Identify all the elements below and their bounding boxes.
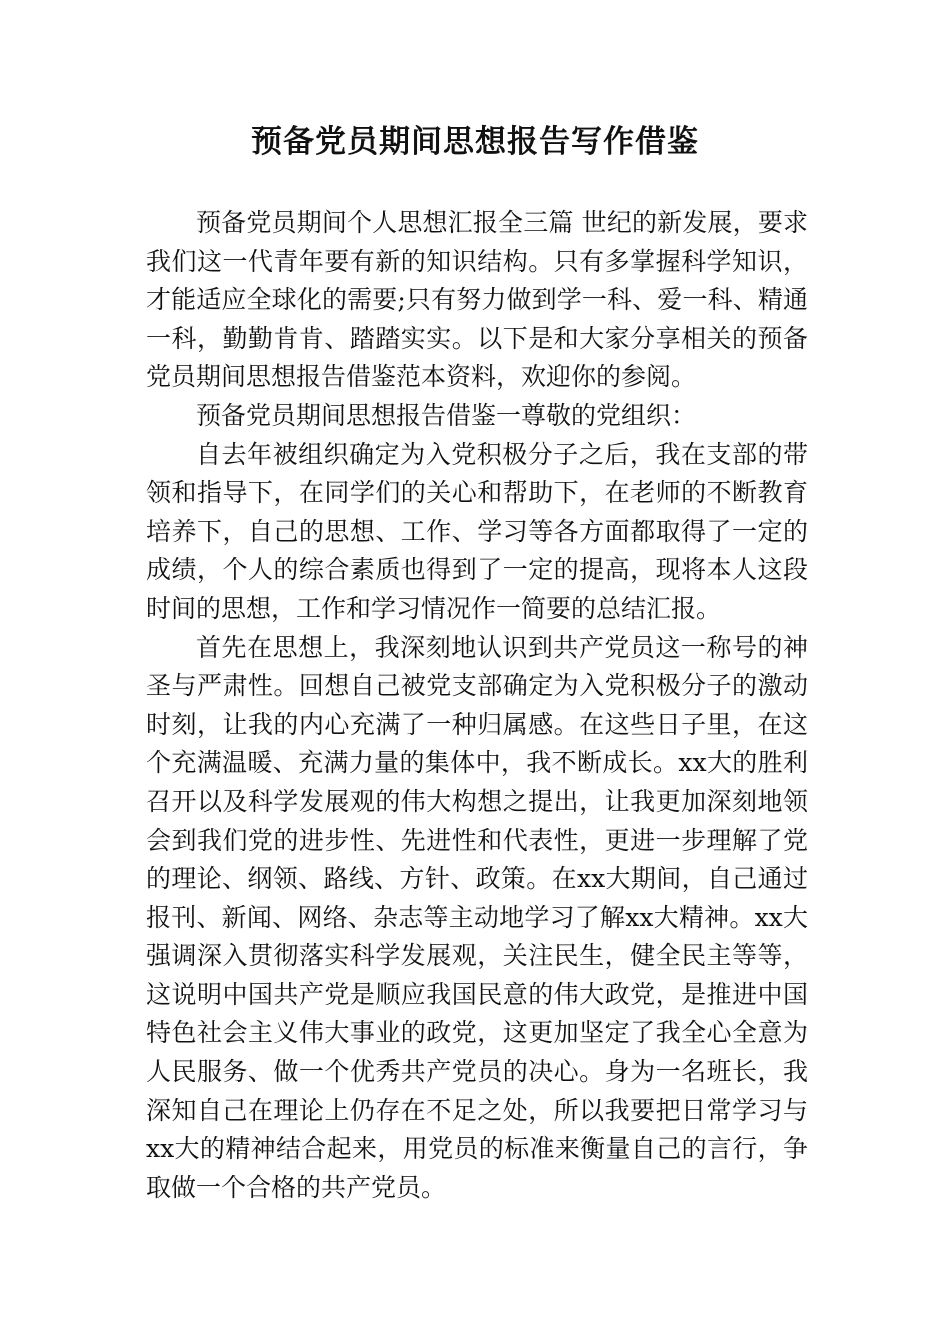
document-body xyxy=(146,204,808,1207)
paragraph-summary: 自去年被组织确定为入党积极分子之后，我在支部的带领和指导下，在同学们的关心和帮助下，在老师的不断教育培养下，自己的思想、工作、学习等各方面都取得了一定的成绩，个人的综合素质也得到了一定的提高，现将本人这段时间的思想，工作和学习情况作一简要的总结汇报。 xyxy=(146,439,808,623)
paragraph-salutation: 预备党员期间思想报告借鉴一尊敬的党组织： xyxy=(196,400,697,430)
paragraph-thought: 首先在思想上，我深刻地认识到共产党员这一称号的神圣与严肃性。回想自己被党支部确定为入党积极分子的激动时刻，让我的内心充满了一种归属感。在这些日子里，在这个充满温暖、充满力量的集体中，我不断成长。xx大的胜利召开以及科学发展观的伟大构想之提出，让我更加深刻地领会到我们党的进步性、先进性和代表性，更进一步理解了党的理论、纲领、路线、方针、政策。在xx大期间，自己通过报刊、新闻、网络、杂志等主动地学习了解xx大精神。xx大强调深入贯彻落实科学发展观，关注民生，健全民主等等，这说明中国共产党是顺应我国民意的伟大政党，是推进中国特色社会主义伟大事业的政党，这更加坚定了我全心全意为人民服务、做一个优秀共产党员的决心。身为一名班长，我深知自己在理论上仍存在不足之处，所以我要把日常学习与xx大的精神结合起来，用党员的标准来衡量自己的言行，争取做一个合格的共产党员。 xyxy=(146,632,808,1202)
paragraph-intro: 预备党员期间个人思想汇报全三篇 世纪的新发展，要求我们这一代青年要有新的知识结构。只有多掌握科学知识，才能适应全球化的需要;只有努力做到学一科、爱一科、精通一科，勤勤肯肯、踏踏实实。以下是和大家分享相关的预备党员期间思想报告借鉴范本资料，欢迎你的参阅。 xyxy=(146,208,808,392)
document-title: 预备党员期间思想报告写作借鉴 xyxy=(251,124,699,160)
